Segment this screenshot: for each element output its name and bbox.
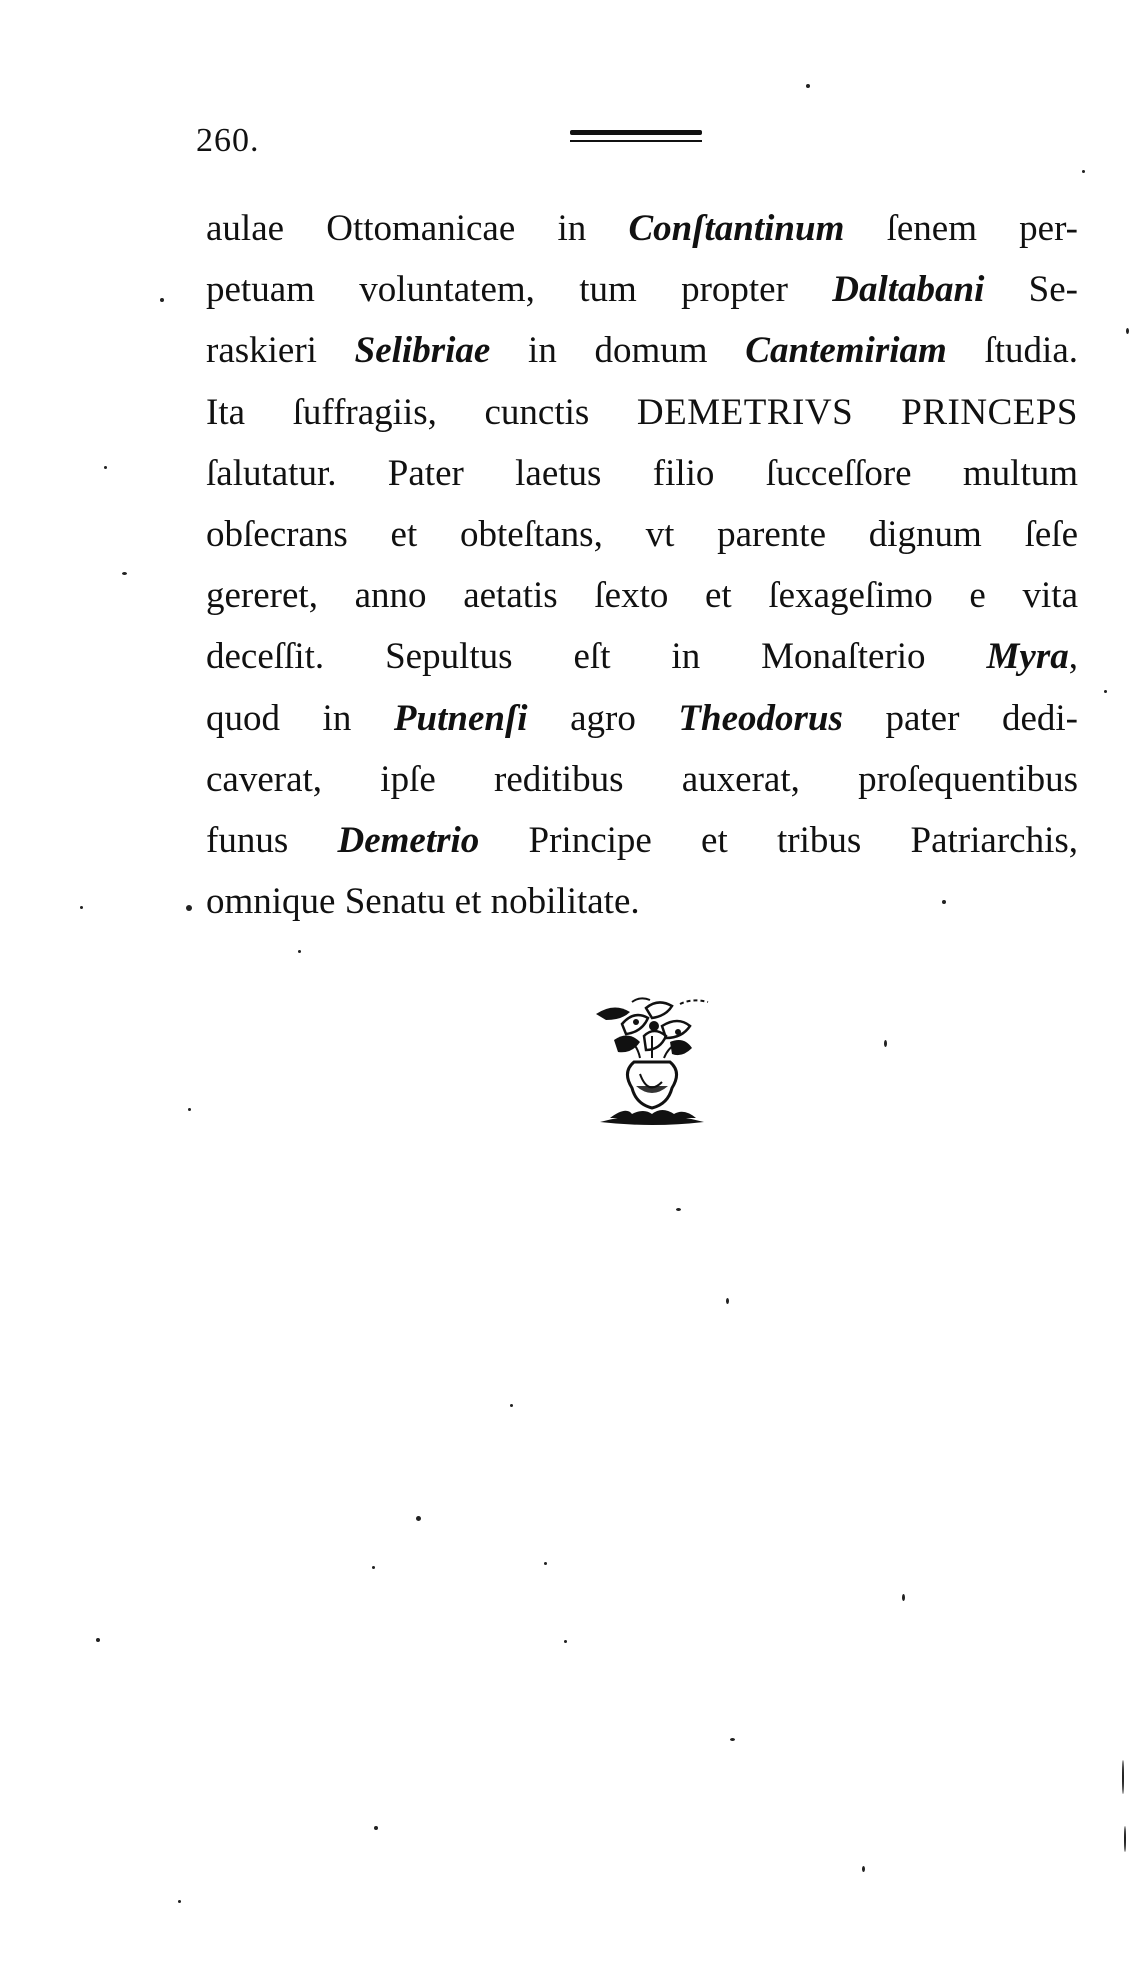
speck [96, 1638, 100, 1642]
text-line [206, 320, 1078, 381]
text-run: ſenem per- [844, 208, 1078, 249]
page-number: 260. [196, 122, 260, 159]
body-text [206, 198, 1078, 932]
header-rule [570, 130, 702, 142]
speck [186, 905, 192, 911]
text-run: ſalutatur. Pater laetus filio ſucceſſore multum [206, 452, 1078, 494]
italic-name: Theodorus [678, 697, 843, 739]
text-run: gereret, anno aetatis ſexto et ſexageſimo e vita [206, 575, 1078, 617]
text-run: in domum [490, 330, 746, 372]
speck [806, 84, 810, 88]
speck [374, 1826, 378, 1830]
text-run: Principe et tribus Patriarchis, [479, 819, 1078, 861]
text-run: deceſſit. Sepultus eſt in Monaſterio [206, 636, 987, 678]
italic-name: Selibriae [354, 330, 491, 372]
text-run: funus [206, 819, 338, 861]
speck [1126, 328, 1129, 334]
speck [862, 1866, 865, 1872]
italic-name: Putnenſi [393, 697, 528, 739]
speck [884, 1040, 887, 1047]
text-line [206, 443, 1078, 504]
text-run: agro [527, 697, 679, 739]
text-line [206, 382, 1078, 443]
text-line [206, 688, 1078, 749]
speck [1122, 1760, 1124, 1794]
speck [902, 1594, 905, 1601]
text-run: quod in [206, 697, 394, 739]
speck [160, 298, 164, 302]
speck [298, 950, 301, 953]
speck [80, 906, 83, 909]
text-run: obſecrans et obteſtans, vt parente dignum ſeſe [206, 513, 1078, 555]
text-line [206, 749, 1078, 810]
header-rule-thin [570, 140, 702, 142]
speck [372, 1566, 375, 1569]
text-line [206, 810, 1078, 871]
speck [122, 572, 127, 575]
text-line [206, 565, 1078, 626]
speck [510, 1404, 513, 1407]
text-run: pater dedi- [842, 697, 1078, 739]
speck [1124, 1826, 1126, 1852]
text-run: aulae Ottomanicae in [206, 208, 629, 249]
speck [1082, 170, 1085, 173]
text-run: Ita ſuffragiis, cunctis [206, 391, 637, 433]
text-run: DEMETRIVS PRINCEPS [636, 391, 1078, 433]
flower-vase-ornament-icon [592, 996, 712, 1128]
speck [178, 1900, 181, 1903]
text-run: ſtudia. [946, 330, 1078, 372]
text-run: petuam voluntatem, tum propter [206, 269, 833, 311]
text-line [206, 198, 1078, 259]
speck [544, 1562, 547, 1565]
text-run: Se- [984, 269, 1078, 311]
text-run: , [1068, 636, 1078, 678]
text-line [206, 626, 1078, 687]
header-rule-thick [570, 130, 702, 135]
text-line [206, 504, 1078, 565]
text-run: omnique Senatu et nobilitate. [206, 881, 640, 923]
speck [730, 1738, 735, 1741]
text-line [206, 871, 1078, 932]
italic-name: Daltabani [832, 269, 985, 311]
speck [188, 1108, 191, 1111]
speck [726, 1298, 729, 1304]
text-run: raskieri [206, 330, 355, 372]
italic-name: Myra [986, 636, 1069, 678]
speck [416, 1516, 421, 1521]
speck [942, 900, 946, 904]
italic-name: Cantemiriam [745, 330, 947, 372]
speck [104, 466, 107, 469]
speck [1104, 690, 1107, 693]
italic-name: Demetrio [337, 819, 480, 861]
italic-name: Conſtantinum [628, 208, 845, 249]
speck [564, 1640, 567, 1643]
text-line [206, 259, 1078, 320]
speck [676, 1208, 681, 1211]
text-run: caverat, ipſe reditibus auxerat, proſequentibus [206, 758, 1078, 800]
